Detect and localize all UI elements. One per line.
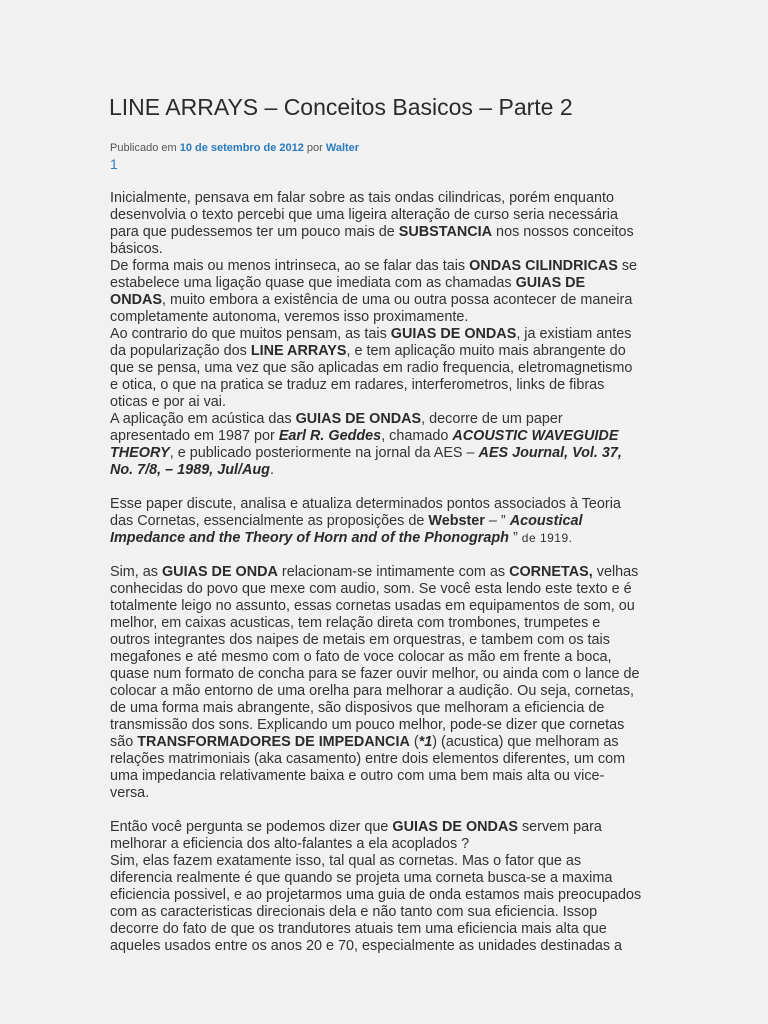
paragraph-line: uma impedancia relativamente baixa e outro com uma bem mais alta ou vice- <box>110 768 605 784</box>
bold-term: GUIAS DE <box>515 275 586 291</box>
paragraph-line: decorre do fato de que os trandutores atuais tem uma eficiencia mais alta que <box>110 921 607 937</box>
paragraph-line: relações matrimoniais (aka casamento) entre dois elementos diferentes, um com <box>110 751 626 767</box>
paragraph-line: eficiencia possivel, e ao projetarmos uma guia de onda estamos mais preocupados <box>110 887 642 903</box>
paragraph-line: melhorar a eficiencia dos alto-falantes a ela acoplados ? <box>110 836 470 852</box>
paper-title: ACOUSTIC WAVEGUIDE <box>452 428 619 444</box>
journal-ref: AES Journal, Vol. 37, <box>478 445 622 461</box>
paragraph-line: Então você pergunta se podemos dizer que GUIAS DE ONDAS servem para <box>110 819 602 835</box>
bold-term: GUIAS DE ONDA <box>161 564 278 580</box>
bold-term: GUIAS DE ONDAS <box>390 326 517 342</box>
paragraph-line: outros integrantes dos naipes de metais em orquestras, e tambem com os tais <box>110 632 610 648</box>
bold-term: TRANSFORMADORES DE IMPEDANCIA <box>137 734 410 750</box>
paragraph-line: melhor, em caixas acusticas, tem relação direta com trombones, trumpetes e <box>110 615 601 631</box>
paragraph-line: quase num formato de concha para se fazer ouvir melhor, ou ainda com o lance de <box>110 666 640 682</box>
paragraph-line: com as caracteristicas direcionais dela e não tanto com sua eficiencia. Issop <box>110 904 598 920</box>
bold-term: LINE ARRAYS <box>250 343 347 359</box>
published-label: Publicado em <box>110 142 180 154</box>
bold-term: GUIAS DE ONDAS <box>295 411 422 427</box>
paragraph-line: ONDAS, muito embora a existência de uma ou outra possa acontecer de maneira <box>110 292 633 308</box>
paragraph-line: THEORY, e publicado posteriormente na jornal da AES – AES Journal, Vol. 37, <box>110 445 622 461</box>
paragraph-line: Inicialmente, pensava em falar sobre as tais ondas cilindricas, porém enquanto <box>110 190 614 206</box>
paragraph-line: que se pensa, uma vez que são aplicadas em radio frequencia, eletromagnetismo <box>110 360 633 376</box>
author-link[interactable]: Walter <box>325 142 360 154</box>
journal-ref: No. 7/8, – 1989, Jul/Aug <box>110 462 270 478</box>
paragraph-line: Esse paper discute, analisa e atualiza determinados pontos associados à Teoria <box>110 496 621 512</box>
paragraph-line: e otica, o que na pratica se traduz em radares, interferometros, links de fibras <box>110 377 605 393</box>
work-title: Impedance and the Theory of Horn and of the Phonograph <box>110 530 509 546</box>
work-title: Acoustical <box>509 513 583 529</box>
bold-term: ONDAS CILINDRICAS <box>469 258 618 274</box>
paragraph-line: oticas e por ai vai. <box>110 394 226 410</box>
bold-term: ONDAS <box>110 292 162 308</box>
paragraph-line: totalmente leigo no assunto, essas cornetas usadas em equipamentos de som, ou <box>110 598 635 614</box>
paragraph-line: aqueles usados entre os anos 20 e 70, especialmente as unidades destinadas a <box>110 938 623 954</box>
paragraph-line: diferencia realmente é que quando se projeta uma corneta busca-se a maxima <box>110 870 613 886</box>
paragraph-line: A aplicação em acústica das GUIAS DE ONDAS, decorre de um paper <box>110 411 563 427</box>
paragraph-line: são TRANSFORMADORES DE IMPEDANCIA (*1) (acustica) que melhoram as <box>110 734 619 750</box>
comments-count-link[interactable]: 1 <box>110 156 118 172</box>
paragraph-line: Impedance and the Theory of Horn and of the Phonograph ” de 1919. <box>110 530 573 546</box>
by-label: por <box>303 142 326 154</box>
paragraph-line: No. 7/8, – 1989, Jul/Aug. <box>110 462 274 478</box>
bold-term: CORNETAS, <box>509 564 593 580</box>
post-meta <box>110 141 359 155</box>
paragraph-line: apresentado em 1987 por Earl R. Geddes, chamado ACOUSTIC WAVEGUIDE <box>110 428 619 444</box>
paragraph-line: De forma mais ou menos intrinseca, ao se falar das tais ONDAS CILINDRICAS se <box>110 258 638 274</box>
paragraph-line: Ao contrario do que muitos pensam, as tais GUIAS DE ONDAS, ja existiam antes <box>110 326 632 342</box>
paragraph-line: de uma forma mais abrangente, são disposivos que melhoram a eficiencia de <box>110 700 605 716</box>
paragraph-line: Sim, elas fazem exatamente isso, tal qual as cornetas. Mas o fator que as <box>110 853 582 869</box>
bold-term: Webster <box>428 513 485 529</box>
author-name: Earl R. Geddes <box>278 428 382 444</box>
article-body <box>110 190 670 955</box>
paragraph-line: transmissão dos sons. Explicando um pouco melhor, pode-se dizer que cornetas <box>110 717 625 733</box>
paragraph-line: colocar a mão entorno de uma orelha para melhorar a audição. Ou seja, cornetas, <box>110 683 634 699</box>
paragraph-line: das Cornetas, essencialmente as proposições de Webster – ” Acoustical <box>110 513 583 529</box>
paragraph-line: conhecidas do povo que mexe com audio, som. Se você esta lendo este texto e é <box>110 581 632 597</box>
paragraph-line: completamente autonoma, veremos isso proximamente. <box>110 309 469 325</box>
footnote-ref: *1 <box>418 734 433 750</box>
paragraph-line: básicos. <box>110 241 163 257</box>
paragraph-line: versa. <box>110 785 150 801</box>
bold-term: SUBSTANCIA <box>398 224 493 240</box>
paragraph-line: da popularização dos LINE ARRAYS, e tem aplicação muito mais abrangente do <box>110 343 626 359</box>
paragraph-line: para que pudessemos ter um pouco mais de SUBSTANCIA nos nossos conceitos <box>110 224 634 240</box>
post-title: LINE ARRAYS – Conceitos Basicos – Parte 2 <box>109 94 573 120</box>
paragraph-line: estabelece uma ligação quase que imediata com as chamadas GUIAS DE <box>110 275 586 291</box>
paragraph-line: megafones e até mesmo com o fato de voce colocar as mão em frente a boca, <box>110 649 612 665</box>
paragraph-line: Sim, as GUIAS DE ONDA relacionam-se intimamente com as CORNETAS, velhas <box>110 564 639 580</box>
paragraph-line: desenvolvia o texto percebi que uma ligeira alteração de curso seria necessária <box>110 207 618 223</box>
bold-term: GUIAS DE ONDAS <box>392 819 518 835</box>
paper-title: THEORY <box>110 445 170 461</box>
post-date-link[interactable]: 10 de setembro de 2012 <box>179 142 304 154</box>
